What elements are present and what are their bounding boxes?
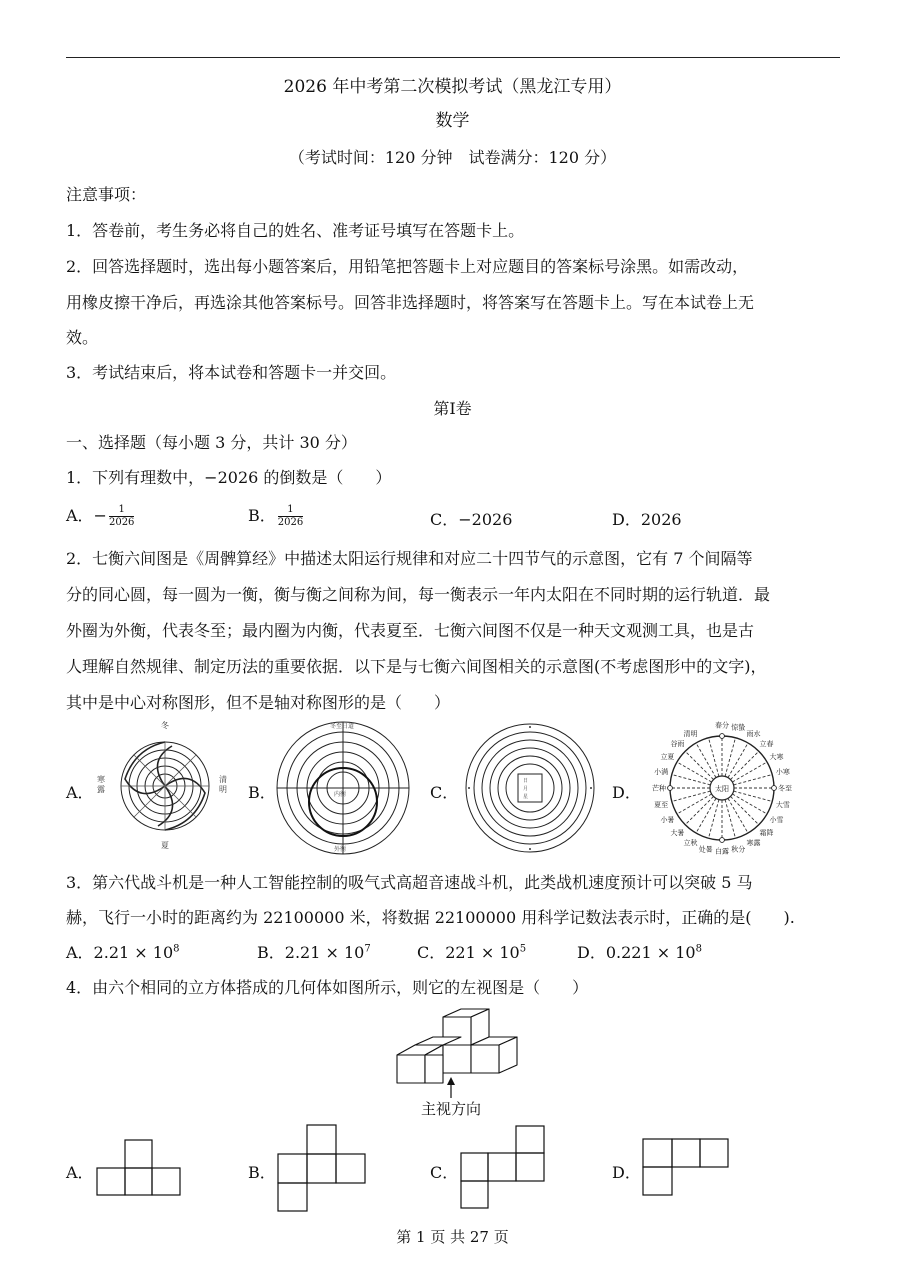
svg-text:星: 星 — [523, 794, 529, 800]
q3-option-b-exponent: 7 — [364, 943, 371, 955]
wheel-marker-dot — [720, 734, 725, 739]
solar-term-label: 雨水 — [746, 729, 761, 738]
svg-text:内衡: 内衡 — [334, 791, 347, 798]
solar-term-label: 清明 — [683, 729, 698, 738]
section-heading: 一、选择题（每小题 3 分，共计 30 分） — [66, 433, 357, 452]
solar-term-label: 谷雨 — [670, 739, 685, 748]
svg-text:寒: 寒 — [97, 775, 105, 784]
q2-line2: 分的同心圆，每一圆为一衡，衡与衡之间称为间，每一衡表示一年内太阳在不同时期的运行轨道．最 — [66, 585, 771, 604]
note-item-1: 1．答卷前，考生务必将自己的姓名、准考证号填写在答题卡上。 — [66, 221, 525, 240]
q3-option-c-base: C．221 × 10 — [417, 943, 520, 962]
wheel-spoke — [685, 796, 713, 824]
solar-term-label: 处暑 — [698, 845, 713, 854]
q4-view-direction-label: 主视方向 — [421, 1100, 482, 1118]
svg-text:月: 月 — [523, 786, 529, 792]
q4-option-a-label: A． — [66, 1163, 94, 1182]
solar-term-label: 大雪 — [775, 800, 790, 809]
q3-option-a-base: A．2.21 × 10 — [66, 943, 174, 962]
fraction-numerator: 1 — [278, 504, 303, 517]
svg-text:日: 日 — [523, 778, 529, 784]
q4-option-d-label: D． — [612, 1163, 641, 1182]
q3-option-c-exponent: 5 — [519, 943, 527, 955]
solar-term-label: 小雪 — [769, 816, 784, 824]
q2-line4: 人理解自然规律、制定历法的重要依据．以下是与七衡六间图相关的示意图(不考虑图形中的文字)， — [66, 657, 767, 676]
q2-line5: 其中是中心对称图形，但不是轴对称图形的是（ ） — [66, 693, 451, 712]
q3-option-d-base: D．0.221 × 10 — [577, 943, 696, 962]
q2-option-a-label: A． — [66, 783, 94, 802]
q2-line3: 外圈为外衡，代表冬至；最内圈为内衡，代表夏至．七衡六间图不仅是一种天文观测工具，也是古 — [66, 621, 755, 640]
solar-term-label: 立秋 — [683, 839, 698, 848]
wheel-spoke — [730, 751, 758, 779]
top-rule — [66, 57, 840, 58]
q1-option-d: D．2026 — [612, 510, 682, 529]
q2-option-b-label: B． — [248, 783, 276, 802]
q1-option-a — [66, 503, 134, 529]
solar-term-label: 夏至 — [654, 800, 669, 809]
q4-cubes-figure — [388, 1005, 523, 1100]
q3-line1: 3．第六代战斗机是一种人工智能控制的吸气式高超音速战斗机，此类战机速度预计可以突破 5 马 — [66, 873, 753, 892]
wheel-marker-dot — [720, 838, 725, 843]
solar-term-label: 立春 — [759, 739, 774, 748]
solar-term-label: 大寒 — [769, 753, 784, 761]
page-footer: 第 1 页 共 27 页 — [396, 1228, 509, 1246]
solar-term-label: 芒种 — [652, 784, 666, 793]
q4-option-d-view-figure — [642, 1138, 730, 1196]
solar-term-label: 小暑 — [660, 816, 675, 824]
wheel-spoke — [725, 738, 735, 777]
solar-term-label: 秋分 — [731, 845, 746, 854]
sun-label: 太阳 — [715, 785, 729, 793]
wheel-spoke — [725, 800, 735, 839]
subject-title: 数学 — [435, 111, 470, 131]
q2-figure-d-solar-terms-wheel — [642, 716, 802, 860]
svg-text:冬: 冬 — [161, 721, 169, 730]
q4-option-c-label: C． — [430, 1163, 459, 1182]
svg-text:明: 明 — [219, 785, 227, 794]
solar-term-label: 小满 — [654, 768, 669, 777]
svg-text:外衡: 外衡 — [334, 846, 347, 853]
q1-option-c: C．−2026 — [430, 510, 513, 529]
q3-option-a — [66, 940, 180, 963]
wheel-spoke — [734, 775, 773, 785]
q1-option-b-fraction — [278, 504, 303, 529]
q4-option-a-view-figure — [96, 1139, 182, 1197]
fraction-denominator: 2026 — [108, 517, 135, 528]
q2-option-c-label: C． — [430, 783, 459, 802]
wheel-marker-dot — [668, 786, 673, 791]
q1-option-b — [248, 503, 303, 529]
svg-text:冬至日道: 冬至日道 — [330, 723, 355, 730]
wheel-spoke — [734, 791, 773, 801]
wheel-spoke — [672, 775, 711, 785]
note-item-2-line3: 效。 — [66, 328, 99, 347]
q3-option-a-exponent: 8 — [173, 943, 180, 955]
solar-term-label: 冬至 — [778, 784, 792, 793]
solar-term-label: 寒露 — [746, 839, 761, 848]
volume-label: 第Ⅰ卷 — [433, 399, 472, 418]
svg-text:清: 清 — [219, 775, 227, 784]
wheel-spoke — [709, 738, 719, 777]
note-item-3: 3．考试结束后，将本试卷和答题卡一并交回。 — [66, 363, 397, 382]
solar-term-label: 惊蛰 — [731, 723, 746, 732]
svg-text:夏: 夏 — [161, 841, 169, 850]
q3-option-d — [577, 940, 702, 963]
svg-text:露: 露 — [97, 785, 105, 794]
note-item-2-line1: 2．回答选择题时，选出每小题答案后，用铅笔把答题卡上对应题目的答案标号涂黑。如需改动， — [66, 257, 749, 276]
solar-term-label: 霜降 — [759, 829, 774, 838]
exam-title: 2026 年中考第二次模拟考试（黑龙江专用） — [283, 77, 622, 97]
q1-option-b-label: B． — [248, 506, 276, 525]
notes-heading: 注意事项： — [66, 185, 147, 204]
q2-figure-b-concentric-diagram — [268, 718, 418, 856]
solar-term-label: 白露 — [715, 847, 729, 856]
exam-info: （考试时间：120 分钟 试卷满分：120 分） — [288, 148, 617, 167]
q3-option-b-base: B．2.21 × 10 — [257, 943, 365, 962]
q2-figure-c-concentric-diagram — [455, 720, 605, 856]
solar-term-label: 小寒 — [775, 768, 790, 777]
fraction-numerator: 1 — [109, 504, 134, 517]
q1-stem: 1．下列有理数中，−2026 的倒数是（ ） — [66, 468, 392, 487]
q4-stem: 4．由六个相同的立方体搭成的几何体如图所示，则它的左视图是（ ） — [66, 978, 589, 997]
wheel-marker-dot — [772, 786, 777, 791]
solar-term-label: 大暑 — [670, 829, 685, 838]
q3-line2: 赫，飞行一小时的距离约为 22100000 米，将数据 22100000 用科学记数法表示时，正确的是( ). — [66, 908, 795, 927]
q2-option-d-label: D． — [612, 783, 641, 802]
fraction-denominator: 2026 — [277, 517, 304, 528]
wheel-spoke — [709, 800, 719, 839]
q2-figure-a-spiral-diagram — [95, 718, 235, 853]
wheel-spoke — [672, 791, 711, 801]
wheel-spoke — [685, 751, 713, 779]
q2-line1: 2．七衡六间图是《周髀算经》中描述太阳运行规律和对应二十四节气的示意图，它有 7 个间隔等 — [66, 549, 753, 568]
q3-option-c — [417, 940, 526, 963]
q1-option-a-label: A．− — [66, 506, 107, 525]
note-item-2-line2: 用橡皮擦干净后，再选涂其他答案标号。回答非选择题时，将答案写在答题卡上。写在本试卷上无 — [66, 293, 755, 312]
q4-option-b-view-figure — [277, 1124, 367, 1212]
q4-option-b-label: B． — [248, 1163, 276, 1182]
q3-option-d-exponent: 8 — [695, 943, 702, 955]
wheel-spoke — [730, 796, 758, 824]
solar-term-label: 春分 — [715, 721, 729, 730]
q4-option-c-view-figure — [460, 1125, 546, 1209]
q1-option-a-fraction — [109, 504, 134, 529]
solar-term-label: 立夏 — [660, 753, 675, 761]
q3-option-b — [257, 940, 371, 963]
